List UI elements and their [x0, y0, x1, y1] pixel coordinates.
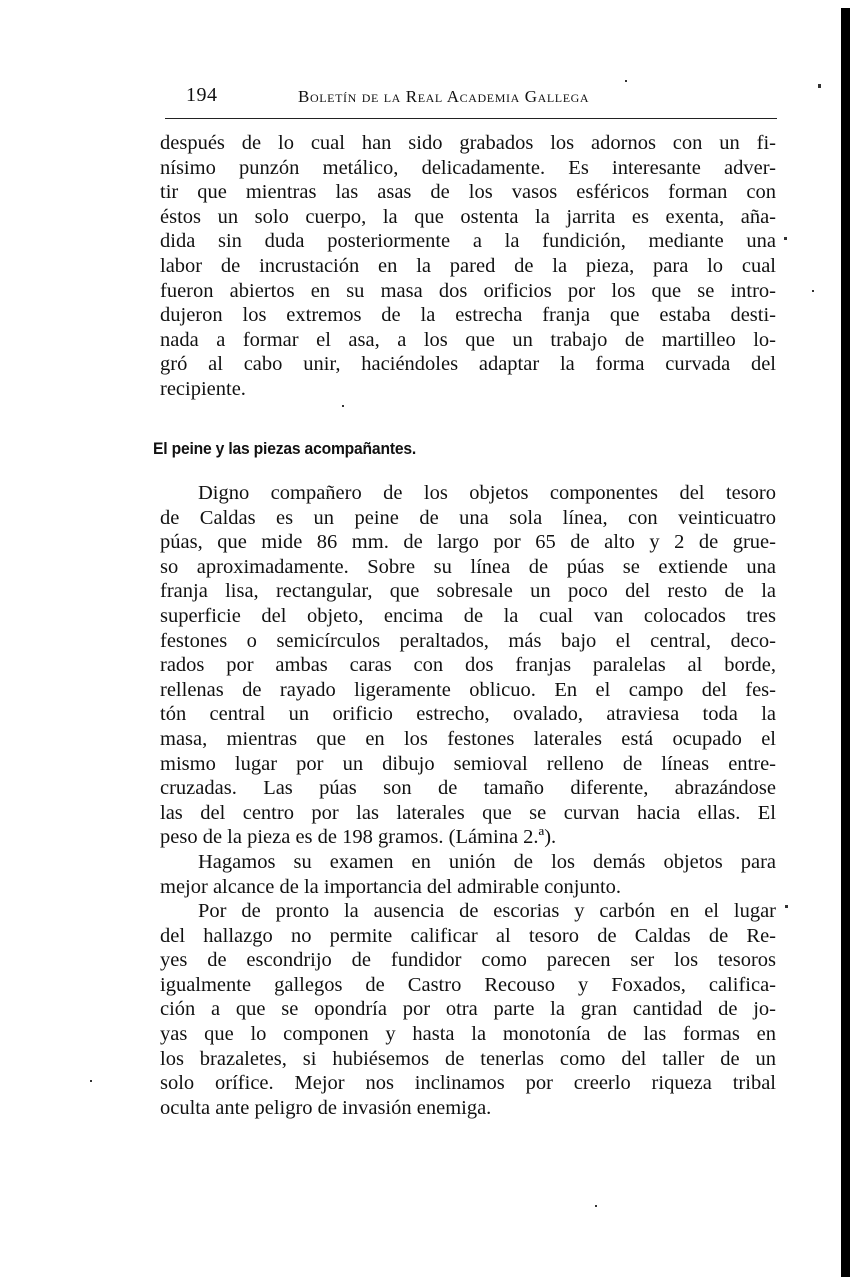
- text-line: Por de pronto la ausencia de escorias y carbón en el lugar: [198, 900, 776, 923]
- text-line: dida sin duda posteriormente a la fundición, mediante una: [160, 230, 776, 253]
- scan-speck: [342, 405, 344, 407]
- text-line: gró al cabo unir, haciéndoles adaptar la forma curvada del: [160, 353, 776, 376]
- scan-speck: [595, 1205, 597, 1207]
- text-line: púas, que mide 86 mm. de largo por 65 de alto y 2 de grue-: [160, 531, 776, 554]
- scan-speck: [90, 1080, 92, 1082]
- text-line: igualmente gallegos de Castro Recouso y Foxados, califica-: [160, 973, 776, 996]
- text-line: Hagamos su examen en unión de los demás objetos para: [198, 850, 776, 873]
- text-line: tir que mientras las asas de los vasos esféricos forman con: [160, 181, 776, 204]
- scan-speck: [784, 237, 787, 240]
- page-number: 194: [186, 84, 218, 106]
- text-line: oculta ante peligro de invasión enemiga.: [160, 1096, 492, 1119]
- text-line: las del centro por las laterales que se curvan hacia ellas. El: [160, 801, 776, 824]
- text-line: los brazaletes, si hubiésemos de tenerlas como del taller de un: [160, 1047, 776, 1070]
- text-line: recipiente.: [160, 377, 246, 400]
- text-line: rados por ambas caras con dos franjas paralelas al borde,: [160, 654, 776, 677]
- section-heading: El peine y las piezas acompañantes.: [153, 439, 417, 458]
- text-line: cruzadas. Las púas son de tamaño diferente, abrazándose: [160, 777, 776, 800]
- text-line: nada a formar el asa, a los que un trabajo de martilleo lo-: [160, 328, 776, 351]
- text-line: dujeron los extremos de la estrecha franja que estaba desti-: [160, 304, 776, 327]
- text-line: labor de incrustación en la pared de la pieza, para lo cual: [160, 254, 776, 277]
- text-line: peso de la pieza es de 198 gramos. (Lámina 2.ª).: [160, 826, 557, 849]
- text-line: del hallazgo no permite calificar al tesoro de Caldas de Re-: [160, 924, 776, 947]
- text-line: masa, mientras que en los festones laterales está ocupado el: [160, 727, 776, 750]
- text-line: solo orífice. Mejor nos inclinamos por creerlo riqueza tribal: [160, 1072, 776, 1095]
- scan-speck: [785, 905, 788, 908]
- text-line: nísimo punzón metálico, delicadamente. Es interesante adver-: [160, 156, 776, 179]
- text-line: fueron abiertos en su masa dos orificios por los que se intro-: [160, 279, 776, 302]
- text-line: so aproximadamente. Sobre su línea de púas se extiende una: [160, 555, 776, 578]
- running-header: [186, 84, 656, 114]
- scan-speck: [818, 84, 821, 88]
- text-line: franja lisa, rectangular, que sobresale un poco del resto de la: [160, 580, 776, 603]
- text-line: yes de escondrijo de fundidor como parecen ser los tesoros: [160, 949, 776, 972]
- text-line: rellenas de rayado ligeramente oblicuo. En el campo del fes-: [160, 678, 776, 701]
- paragraph-2: [160, 481, 776, 1120]
- header-rule: [165, 118, 777, 119]
- text-line: de Caldas es un peine de una sola línea, con veinticuatro: [160, 506, 776, 529]
- text-line: festones o semicírculos peraltados, más bajo el central, deco-: [160, 629, 776, 652]
- text-line: superficie del objeto, encima de la cual van colocados tres: [160, 604, 776, 627]
- text-line: mismo lugar por un dibujo semioval relleno de líneas entre-: [160, 752, 776, 775]
- text-line: ción a que se opondría por otra parte la gran cantidad de jo-: [160, 998, 776, 1021]
- text-line: yas que lo componen y hasta la monotonía de las formas en: [160, 1023, 776, 1046]
- paragraph-1: [160, 131, 776, 402]
- text-line: tón central un orificio estrecho, ovalado, atraviesa toda la: [160, 703, 776, 726]
- text-line: éstos un solo cuerpo, la que ostenta la jarrita es exenta, aña-: [160, 205, 776, 228]
- text-line: mejor alcance de la importancia del admirable conjunto.: [160, 875, 622, 898]
- scan-speck: [625, 80, 627, 82]
- scan-speck: [812, 290, 814, 292]
- scan-edge-border: [841, 8, 850, 1277]
- text-line: Digno compañero de los objetos componentes del tesoro: [198, 482, 776, 504]
- journal-title: Boletín de la Real Academia Gallega: [298, 87, 590, 106]
- text-line: después de lo cual han sido grabados los adornos con un fi-: [160, 132, 776, 154]
